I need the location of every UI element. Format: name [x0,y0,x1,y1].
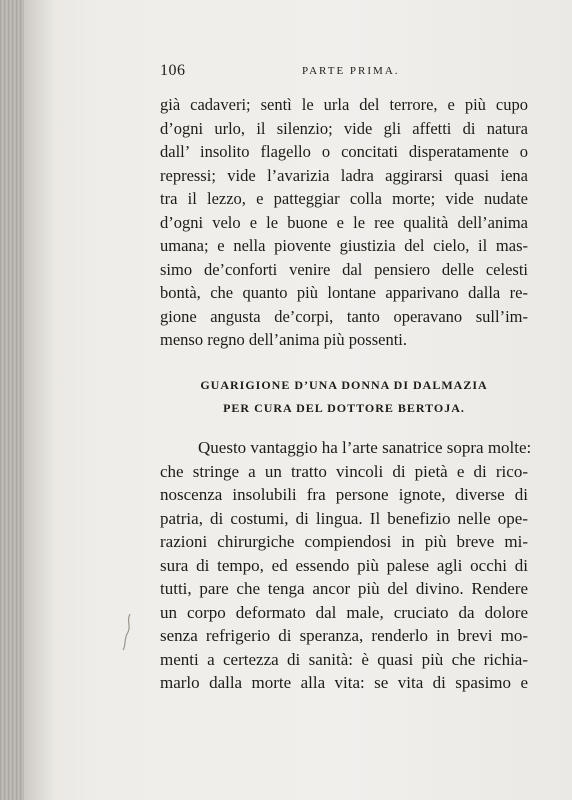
text-line: menso regno dell’anima più possenti. [160,330,407,349]
text-line: tra il lezzo, e patteggiar colla morte; vide nudate [160,189,528,208]
text-line: sura di tempo, ed essendo più palese agli occhi di [160,555,528,575]
text-line: patria, di costumi, di lingua. Il benefizio nelle ope- [160,508,528,528]
paragraph-continuation [160,93,528,352]
pencil-margin-mark-icon [118,612,136,652]
text-line: repressi; vide l’avarizia ladra aggirarsi quasi iena [160,165,528,185]
text-line: già cadaveri; sentì le urla del terrore, e più cupo [160,95,528,114]
running-head [160,62,530,82]
section-heading-line-2: PER CURA DEL DOTTORE BERTOJA. [223,401,465,415]
section-paragraph [160,436,532,695]
text-line: che stringe a un tratto vincoli di pietà e di rico- [160,461,528,481]
text-line: noscenza insolubili fra persone ignote, diverse di [160,485,528,504]
section-heading-line-1: GUARIGIONE D’UNA DONNA DI DALMAZIA [200,378,488,392]
text-line: simo de’conforti venire dal pensiero delle celesti [160,259,528,279]
text-line: tutti, pare che tenga ancor più del divino. Rendere [160,579,528,598]
text-line: Questo vantaggio ha l’arte sanatrice sopra molte: [198,438,532,457]
text-line: marlo dalla morte alla vita: se vita di spasimo e [160,673,528,692]
text-line: dall’ insolito flagello o concitati disperatamente o [160,142,528,161]
text-line: d’ogni velo e le buone e le ree qualità dell’anima [160,212,528,232]
text-line: menti a certezza di sanità: è quasi più che richia- [160,649,528,669]
page-number: 106 [160,62,186,79]
gutter-shadow [24,0,54,800]
text-line: bontà, che quanto più lontane apparivano dalla re- [160,283,528,302]
text-line: un corpo deformato dal male, cruciato da dolore [160,602,528,622]
text-line: gione angusta de’corpi, tanto operavano sull’im- [160,306,528,326]
text-line: d’ogni urlo, il silenzio; vide gli affetti di natura [160,118,528,138]
text-line: senza refrigerio di speranza, renderlo in brevi mo- [160,626,528,645]
text-line: umana; e nella piovente giustizia del cielo, il mas- [160,236,528,255]
text-line: razioni chirurgiche compiendosi in più breve mi- [160,532,528,551]
book-binding-edge [0,0,24,800]
running-title: PARTE PRIMA. [302,65,400,77]
